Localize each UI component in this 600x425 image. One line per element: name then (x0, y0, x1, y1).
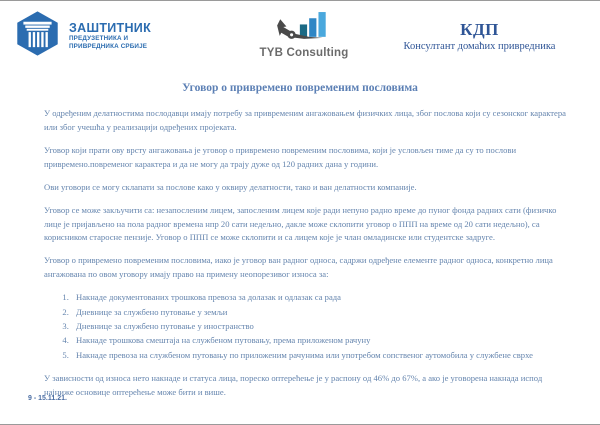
paragraph: Уговор се може закључити са: незапосленим лицем, запосленим лицем које ради непуно радно време до пуног фонда радних сати (физичко лице је пријављено на пола радног времена нпр 20 сати недељно, дакле може склопити уговор о ППП на време од 20 сати недељно), са корисником старосне пензије. Уговор о ППП се може склопити и са лицем које је члан омладинске или студентске задруге. (44, 204, 557, 243)
tyb-consulting-logo-block (229, 11, 379, 61)
bar-chart-gear-logo-icon (229, 11, 379, 46)
closing-paragraph: У зависности од износа нето накнаде и статуса лица, пореско оптерећење је у распону од 46% до 67%, а ако је уговорена накнада испод најниже основице оптерећење може бити и више. (44, 372, 543, 397)
document-header (0, 1, 600, 65)
list-item: 2. Дневнице за службено путовање у земљи (71, 306, 569, 320)
zastitnik-title: ЗАШТИТНИК (69, 20, 152, 35)
paragraph: Уговор који прати ову врсту ангажовања је уговор о привремено повременим пословима, који је условљен тиме да су то послови привремено.повременог карактера и да не могу да трају дуже од 120 радних дана у години. (44, 144, 517, 169)
zastitnik-subtitle-line1: ПРЕДУЗЕТНИКА И (69, 34, 129, 42)
page-footer: 9 - 15.11.21. (28, 395, 67, 402)
paragraph: У одређеним делатностима послодавци имају потребу за привременим ангажовањем физичких лица, због послова који су сезонског карактера или због учешћа у реализацији одређених пројеката. (44, 108, 566, 132)
zastitnik-logo-text (69, 22, 151, 51)
paragraph: Ови уговори се могу склапати за послове како у оквиру делатности, тако и ван делатности компаније. (44, 181, 417, 192)
kdp-logo-block (379, 20, 586, 52)
kdp-subtitle: Консултант домаћих привредника (403, 41, 556, 52)
paragraph: Уговор о привремено повременим пословима, иако је уговор ван радног односа, садржи одређене елементе радног односа, конкретно лица ангажована по овом уговору имају право на примену неопорезивог износа за: (44, 255, 553, 280)
zastitnik-logo-block (14, 10, 229, 62)
zastitnik-subtitle-line2: ПРИВРЕДНИКА СРБИЈЕ (69, 42, 148, 50)
list-item: 1. Накнаде документованих трошкова превоза за долазак и одлазак са рада (71, 291, 569, 305)
benefits-list (44, 291, 569, 363)
kdp-title: КДП (460, 20, 499, 39)
list-item: 3. Дневнице за службено путовање у иностранство (71, 320, 569, 334)
hexagon-pillar-logo-icon (14, 10, 61, 62)
list-item: 4. Накнаде трошкова смештаја на службеном путовању, према приложеном рачуну (71, 334, 569, 348)
document-body (0, 107, 600, 400)
tyb-consulting-name: TYB Consulting (259, 47, 349, 59)
page-title: Уговор о привремено повременим пословима (182, 82, 418, 94)
list-item: 5. Накнаде превоза на службеном путовању по приложеним рачунима или употребом сопственог аутомобила у службене сврхе (71, 349, 569, 363)
